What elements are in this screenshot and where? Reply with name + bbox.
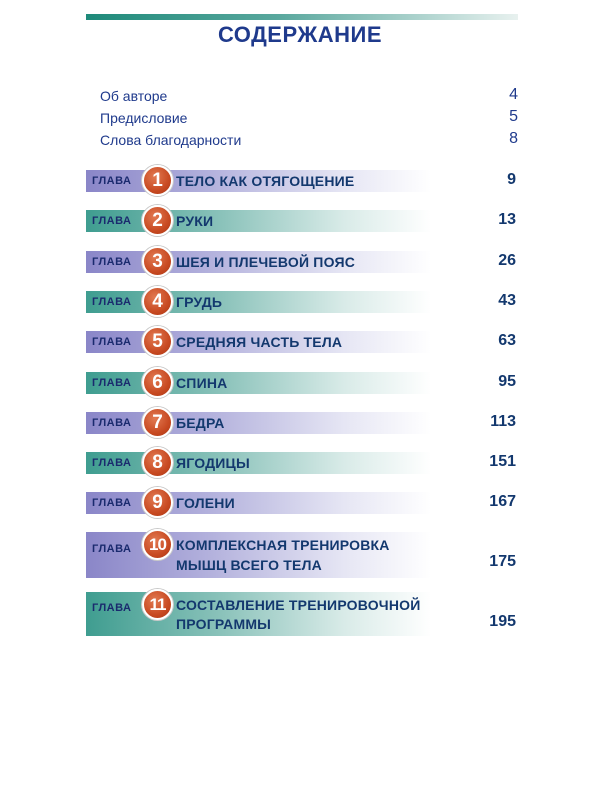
toc-entry-page: 4 [509, 86, 518, 103]
chapter-label: ГЛАВА [92, 497, 132, 509]
chapter-number-badge: 8 [142, 447, 173, 478]
chapter-number-badge: 2 [142, 205, 173, 236]
chapter-title: СРЕДНЯЯ ЧАСТЬ ТЕЛА [176, 334, 343, 350]
chapter-bar [86, 210, 431, 232]
chapter-label: ГЛАВА [92, 602, 132, 614]
chapter-title-line2: МЫШЦ ВСЕГО ТЕЛА [176, 557, 322, 573]
chapter-title-line1: СОСТАВЛЕНИЕ ТРЕНИРОВОЧНОЙ [176, 597, 421, 613]
chapter-row-7[interactable] [86, 412, 518, 434]
chapter-row-10[interactable] [86, 532, 518, 578]
chapter-page: 43 [498, 292, 516, 309]
chapter-row-8[interactable] [86, 452, 518, 474]
chapter-bar [86, 412, 431, 434]
chapter-bar [86, 452, 431, 474]
chapter-row-5[interactable] [86, 331, 518, 353]
chapter-number-badge: 1 [142, 165, 173, 196]
toc-entry-acknowledgements[interactable] [100, 130, 520, 152]
chapter-row-1[interactable] [86, 170, 518, 192]
chapter-label: ГЛАВА [92, 296, 132, 308]
chapter-title: РУКИ [176, 213, 214, 229]
chapter-page: 151 [489, 453, 516, 470]
chapter-page: 26 [498, 252, 516, 269]
chapter-page: 195 [489, 613, 516, 630]
toc-entry-label: Об авторе [100, 88, 168, 104]
chapter-row-2[interactable] [86, 210, 518, 232]
chapter-page: 9 [507, 171, 516, 188]
chapter-title: ЯГОДИЦЫ [176, 455, 250, 471]
chapter-label: ГЛАВА [92, 336, 132, 348]
chapter-title: ТЕЛО КАК ОТЯГОЩЕНИЕ [176, 173, 355, 189]
chapter-page: 63 [498, 332, 516, 349]
toc-entry-label: Слова благодарности [100, 132, 242, 148]
chapter-number-badge: 11 [142, 589, 173, 620]
chapter-bar [86, 291, 431, 313]
chapter-label: ГЛАВА [92, 377, 132, 389]
chapter-number-badge: 3 [142, 246, 173, 277]
chapter-number-badge: 7 [142, 407, 173, 438]
chapter-label: ГЛАВА [92, 256, 132, 268]
chapter-title: СПИНА [176, 375, 228, 391]
chapter-page: 175 [489, 553, 516, 570]
chapter-page: 167 [489, 493, 516, 510]
chapter-row-4[interactable] [86, 291, 518, 313]
chapter-number-badge: 9 [142, 487, 173, 518]
chapter-bar [86, 492, 431, 514]
chapter-title: ШЕЯ И ПЛЕЧЕВОЙ ПОЯС [176, 254, 356, 270]
chapter-title-line2: ПРОГРАММЫ [176, 616, 272, 632]
chapter-row-3[interactable] [86, 251, 518, 273]
chapter-title: ГРУДЬ [176, 294, 223, 310]
toc-entry-page: 5 [509, 108, 518, 125]
chapter-number-badge: 10 [142, 529, 173, 560]
toc-entry-about-author[interactable] [100, 86, 520, 108]
chapter-page: 13 [498, 211, 516, 228]
chapter-bar [86, 372, 431, 394]
chapter-row-11[interactable] [86, 592, 518, 636]
page-title: СОДЕРЖАНИЕ [217, 22, 383, 47]
top-decor-bar [86, 14, 518, 20]
chapter-title: БЕДРА [176, 415, 225, 431]
chapter-title-line1: КОМПЛЕКСНАЯ ТРЕНИРОВКА [176, 537, 390, 553]
chapter-number-badge: 5 [142, 326, 173, 357]
chapter-number-badge: 4 [142, 286, 173, 317]
chapter-title: ГОЛЕНИ [176, 495, 235, 511]
chapter-page: 113 [490, 413, 516, 430]
chapter-row-6[interactable] [86, 372, 518, 394]
chapter-label: ГЛАВА [92, 457, 132, 469]
chapter-number-badge: 6 [142, 367, 173, 398]
chapter-label: ГЛАВА [92, 417, 132, 429]
toc-entry-preface[interactable] [100, 108, 520, 130]
chapter-label: ГЛАВА [92, 543, 132, 555]
chapter-label: ГЛАВА [92, 175, 132, 187]
toc-entry-label: Предисловие [100, 110, 188, 126]
chapter-page: 95 [498, 373, 516, 390]
chapter-row-9[interactable] [86, 492, 518, 514]
chapter-label: ГЛАВА [92, 215, 132, 227]
toc-entry-page: 8 [509, 130, 518, 147]
